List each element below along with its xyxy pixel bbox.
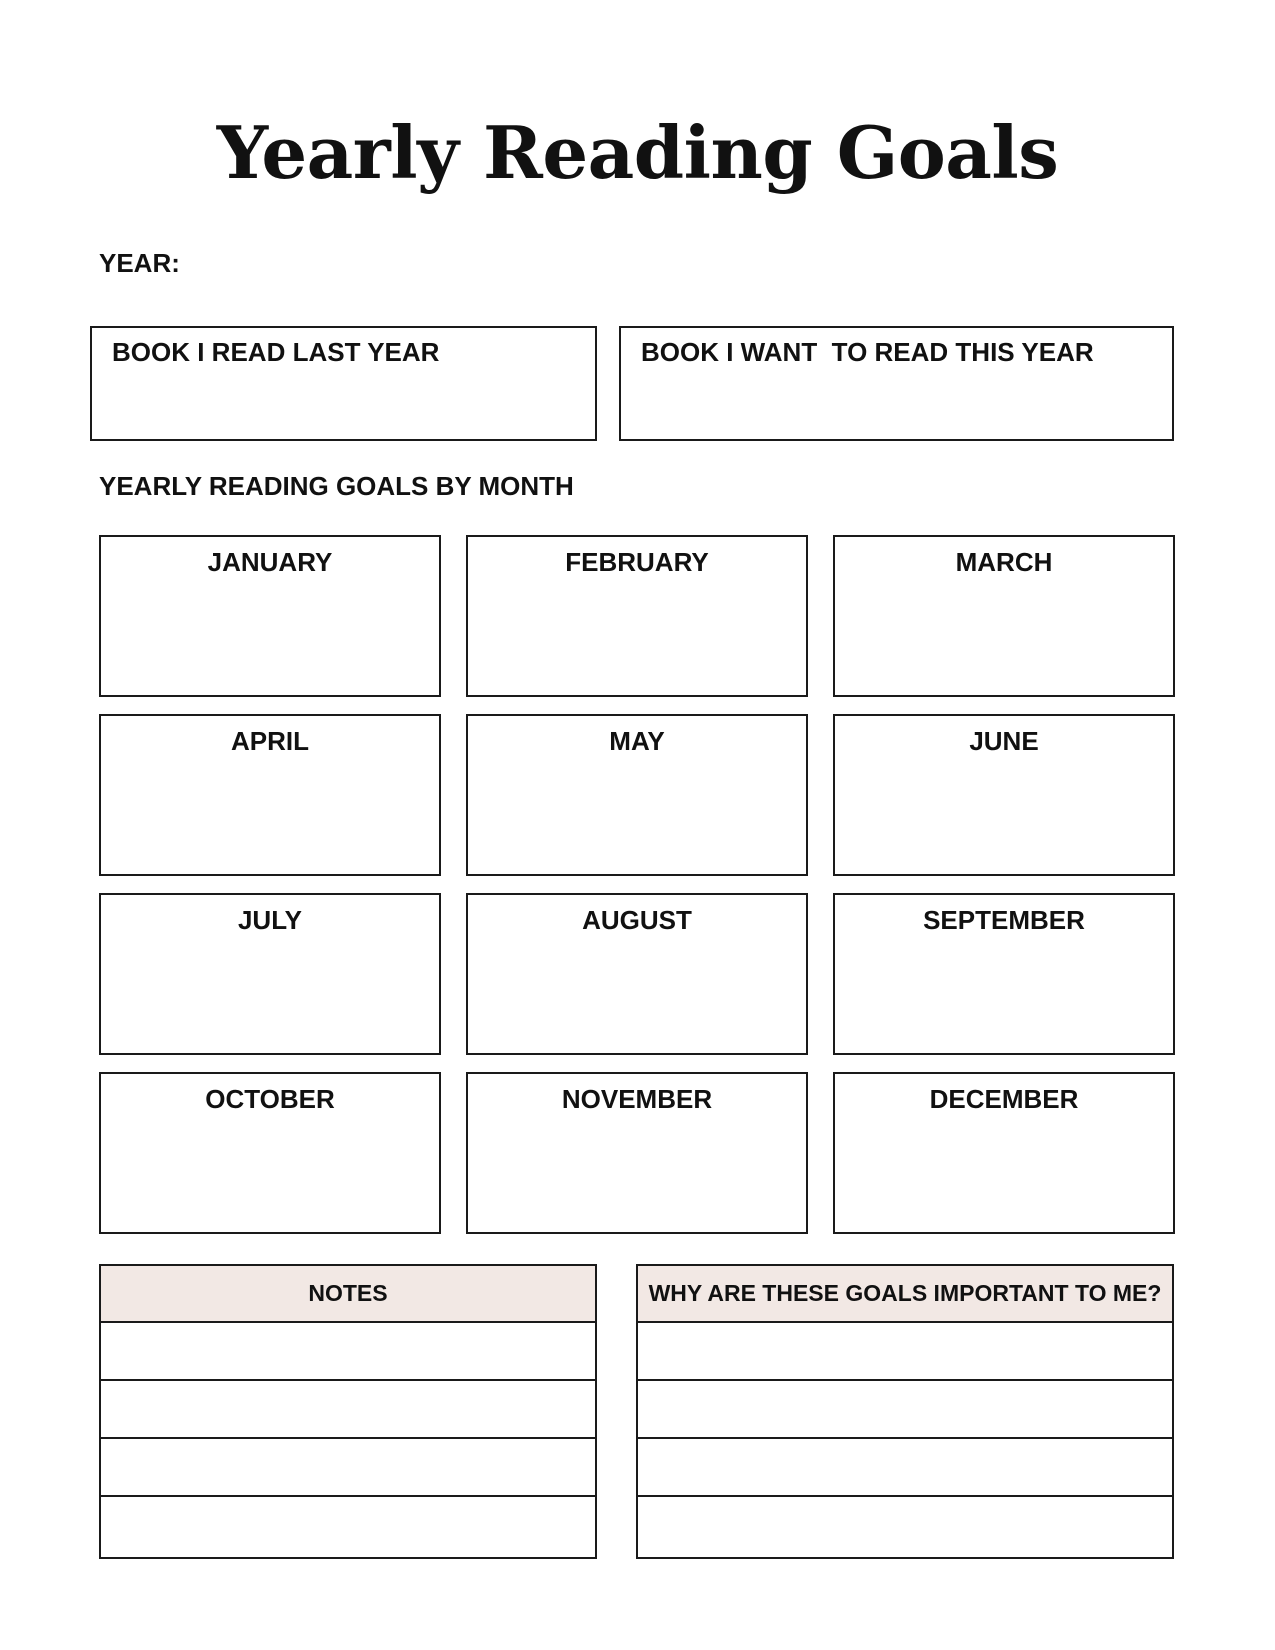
month-box-november[interactable] xyxy=(466,1072,808,1234)
notes-row[interactable] xyxy=(101,1381,595,1439)
notes-row[interactable] xyxy=(101,1497,595,1554)
month-label: AUGUST xyxy=(582,905,692,935)
book-read-last-year-box[interactable] xyxy=(90,326,597,441)
month-label: OCTOBER xyxy=(205,1084,335,1114)
month-box-october[interactable] xyxy=(99,1072,441,1234)
month-box-june[interactable] xyxy=(833,714,1175,876)
month-box-december[interactable] xyxy=(833,1072,1175,1234)
why-goals-header: WHY ARE THESE GOALS IMPORTANT TO ME? xyxy=(638,1266,1172,1323)
month-box-february[interactable] xyxy=(466,535,808,697)
book-read-last-year-label: BOOK I READ LAST YEAR xyxy=(112,337,440,367)
why-goals-row[interactable] xyxy=(638,1323,1172,1381)
month-label: APRIL xyxy=(231,726,309,756)
book-to-read-this-year-label: BOOK I WANT TO READ THIS YEAR xyxy=(641,337,1094,367)
page-title: Yearly Reading Goals xyxy=(216,110,1059,195)
month-label: SEPTEMBER xyxy=(923,905,1085,935)
notes-row[interactable] xyxy=(101,1323,595,1381)
month-label: JUNE xyxy=(969,726,1039,756)
why-goals-row[interactable] xyxy=(638,1497,1172,1554)
notes-table xyxy=(99,1264,597,1559)
monthly-goals-heading: YEARLY READING GOALS BY MONTH xyxy=(99,471,574,501)
why-goals-row[interactable] xyxy=(638,1439,1172,1497)
year-label: YEAR: xyxy=(99,248,180,278)
month-box-september[interactable] xyxy=(833,893,1175,1055)
month-box-march[interactable] xyxy=(833,535,1175,697)
month-label: DECEMBER xyxy=(929,1084,1079,1114)
month-box-january[interactable] xyxy=(99,535,441,697)
book-to-read-this-year-box[interactable] xyxy=(619,326,1174,441)
month-label: JANUARY xyxy=(207,547,333,577)
why-goals-table xyxy=(636,1264,1174,1559)
notes-row[interactable] xyxy=(101,1439,595,1497)
why-goals-row[interactable] xyxy=(638,1381,1172,1439)
month-box-july[interactable] xyxy=(99,893,441,1055)
month-label: FEBRUARY xyxy=(565,547,709,577)
month-box-may[interactable] xyxy=(466,714,808,876)
month-label: MARCH xyxy=(955,547,1053,577)
month-box-august[interactable] xyxy=(466,893,808,1055)
month-label: NOVEMBER xyxy=(561,1084,713,1114)
month-label: MAY xyxy=(609,726,665,756)
notes-header: NOTES xyxy=(101,1266,595,1323)
month-label: JULY xyxy=(237,905,303,935)
month-box-april[interactable] xyxy=(99,714,441,876)
